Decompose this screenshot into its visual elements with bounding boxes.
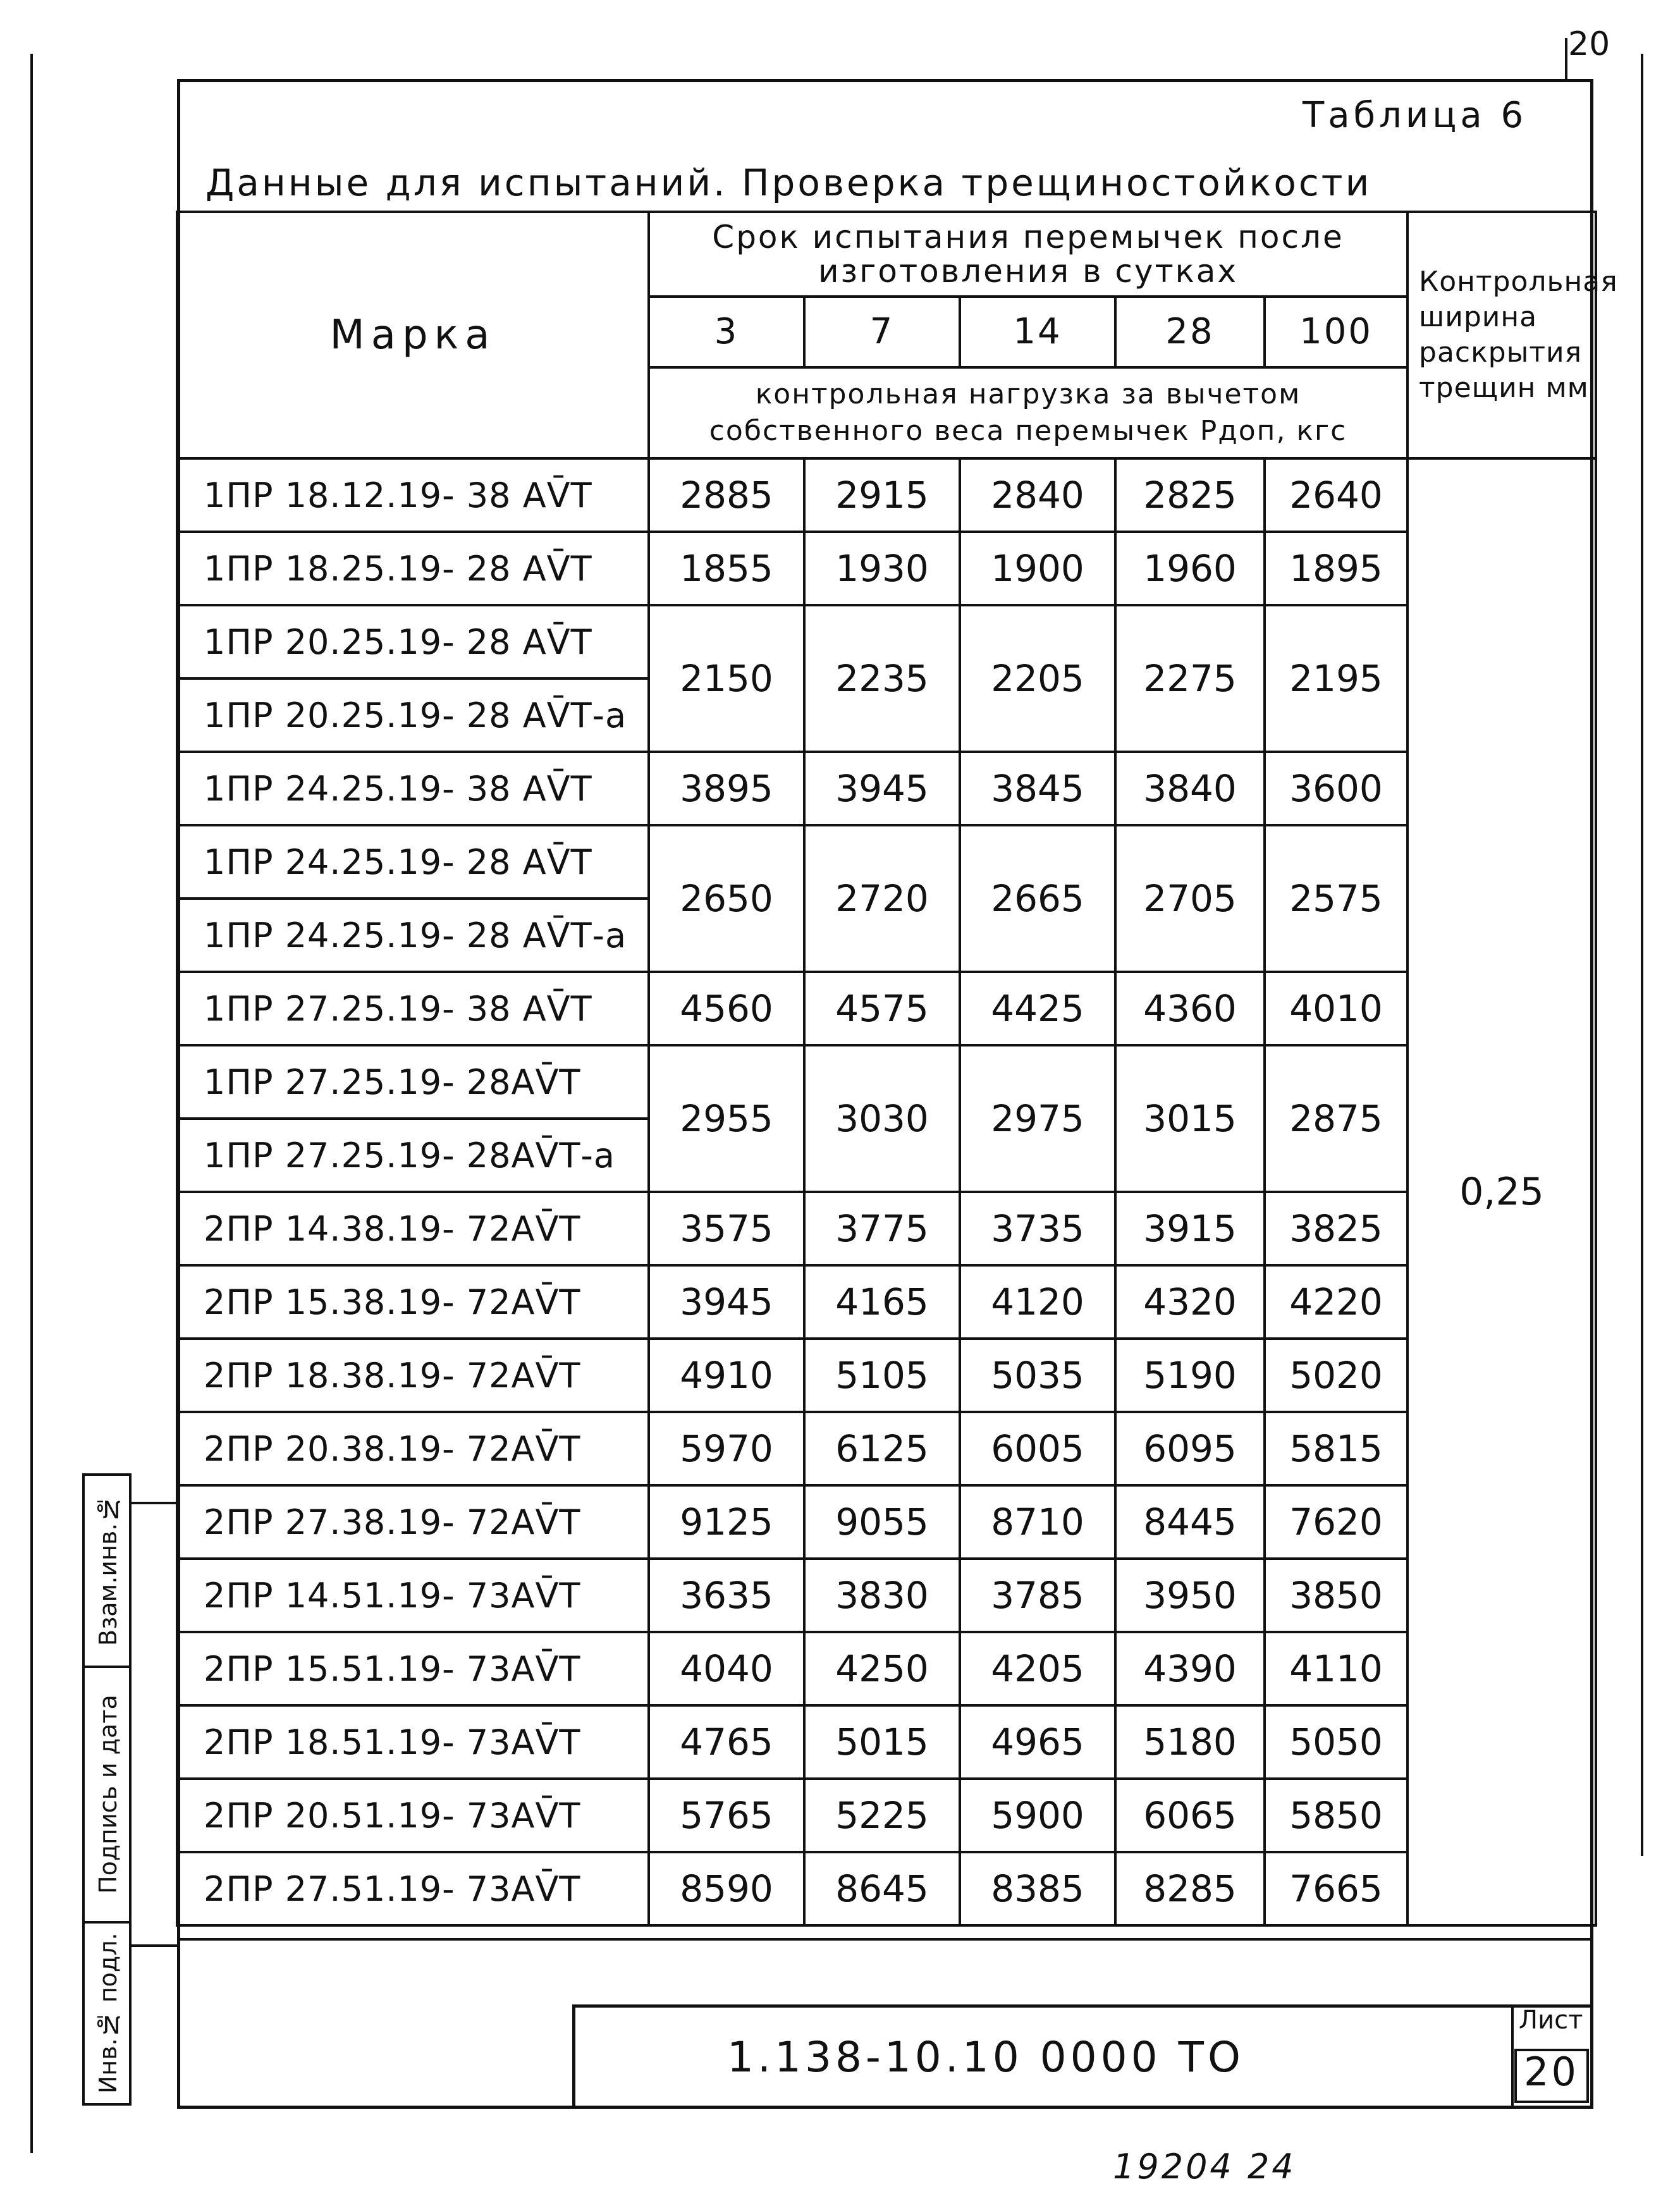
- table-row: [177, 752, 1596, 825]
- load-value-cell: 4010: [1265, 972, 1407, 1045]
- load-value-cell: 7620: [1265, 1485, 1407, 1559]
- load-value-cell: 3830: [804, 1559, 960, 1632]
- load-value-cell: 5035: [960, 1339, 1115, 1412]
- table-row: [177, 972, 1596, 1045]
- load-value-cell: 4425: [960, 972, 1115, 1045]
- load-value-cell: 2205: [960, 605, 1115, 752]
- mark-cell: 1ПР 24.25.19- 28 АV̄Т-а: [177, 899, 649, 972]
- load-value-cell: 4040: [649, 1632, 804, 1705]
- right-margin-line: [1641, 54, 1643, 1856]
- mark-cell: 2ПР 18.38.19- 72АV̄Т: [177, 1339, 649, 1412]
- mark-cell: 2ПР 14.38.19- 72АV̄Т: [177, 1192, 649, 1265]
- table-row: [177, 825, 1596, 899]
- mark-cell: 2ПР 15.38.19- 72АV̄Т: [177, 1265, 649, 1339]
- load-value-cell: 4320: [1115, 1265, 1265, 1339]
- header-test-term: Срок испытания перемычек после изготовления в сутках: [649, 212, 1407, 297]
- load-value-cell: 2720: [804, 825, 960, 972]
- table-row: [177, 1632, 1596, 1705]
- header-mark: Марка: [177, 212, 649, 458]
- load-value-cell: 3775: [804, 1192, 960, 1265]
- sheet-number: 20: [1524, 2049, 1579, 2095]
- load-value-cell: 5180: [1115, 1705, 1265, 1779]
- document-code: 1.138-10.10 0000 ТО: [727, 2033, 1244, 2082]
- load-value-cell: 5900: [960, 1779, 1115, 1852]
- table-row: [177, 1779, 1596, 1852]
- sheet-label: Лист: [1519, 2006, 1583, 2035]
- mark-cell: 1ПР 24.25.19- 38 АV̄Т: [177, 752, 649, 825]
- load-value-cell: 2575: [1265, 825, 1407, 972]
- title-block-separator: [177, 1938, 1593, 1941]
- mark-cell: 2ПР 27.51.19- 73АV̄Т: [177, 1852, 649, 1925]
- table-row: [177, 1485, 1596, 1559]
- load-value-cell: 3785: [960, 1559, 1115, 1632]
- table-row: [177, 1265, 1596, 1339]
- load-value-cell: 2915: [804, 458, 960, 532]
- table-row: [177, 532, 1596, 605]
- load-value-cell: 2150: [649, 605, 804, 752]
- load-value-cell: 5020: [1265, 1339, 1407, 1412]
- load-value-cell: 3945: [804, 752, 960, 825]
- stamp-tick: [132, 1944, 177, 1947]
- load-value-cell: 2705: [1115, 825, 1265, 972]
- load-value-cell: 5815: [1265, 1412, 1407, 1485]
- mark-cell: 2ПР 14.51.19- 73АV̄Т: [177, 1559, 649, 1632]
- load-value-cell: 5850: [1265, 1779, 1407, 1852]
- load-value-cell: 3735: [960, 1192, 1115, 1265]
- load-value-cell: 3950: [1115, 1559, 1265, 1632]
- load-value-cell: 3840: [1115, 752, 1265, 825]
- header-day: 14: [960, 297, 1115, 367]
- load-value-cell: 4910: [649, 1339, 804, 1412]
- side-stamp-column: [82, 1473, 132, 2106]
- load-value-cell: 5015: [804, 1705, 960, 1779]
- mark-cell: 1ПР 27.25.19- 38 АV̄Т: [177, 972, 649, 1045]
- load-value-cell: 3915: [1115, 1192, 1265, 1265]
- load-value-cell: 6125: [804, 1412, 960, 1485]
- load-value-cell: 2650: [649, 825, 804, 972]
- load-value-cell: 2955: [649, 1045, 804, 1192]
- header-day: 100: [1265, 297, 1407, 367]
- test-data-table: [176, 211, 1618, 1927]
- mark-cell: 1ПР 27.25.19- 28АV̄Т: [177, 1045, 649, 1119]
- table-row: [177, 1192, 1596, 1265]
- crack-width-value: 0,25: [1407, 458, 1596, 1925]
- load-value-cell: 3635: [649, 1559, 804, 1632]
- load-value-cell: 2195: [1265, 605, 1407, 752]
- table-row: [177, 605, 1596, 678]
- load-value-cell: 3600: [1265, 752, 1407, 825]
- load-value-cell: 7665: [1265, 1852, 1407, 1925]
- load-value-cell: 5970: [649, 1412, 804, 1485]
- mark-cell: 2ПР 15.51.19- 73АV̄Т: [177, 1632, 649, 1705]
- mark-cell: 1ПР 20.25.19- 28 АV̄Т: [177, 605, 649, 678]
- load-value-cell: 4120: [960, 1265, 1115, 1339]
- load-value-cell: 9055: [804, 1485, 960, 1559]
- table-row: [177, 1339, 1596, 1412]
- load-value-cell: 2665: [960, 825, 1115, 972]
- load-value-cell: 8285: [1115, 1852, 1265, 1925]
- header-day: 28: [1115, 297, 1265, 367]
- header-day: 3: [649, 297, 804, 367]
- header-day: 7: [804, 297, 960, 367]
- stamp-original-inv: Инв.№ подл.: [94, 1932, 122, 2094]
- bottom-handwritten-note: 19204 24: [1113, 2147, 1296, 2187]
- load-value-cell: 8445: [1115, 1485, 1265, 1559]
- load-value-cell: 5105: [804, 1339, 960, 1412]
- load-value-cell: 2975: [960, 1045, 1115, 1192]
- load-value-cell: 2275: [1115, 605, 1265, 752]
- load-value-cell: 8385: [960, 1852, 1115, 1925]
- load-value-cell: 8590: [649, 1852, 804, 1925]
- corner-page-number: 20: [1568, 25, 1610, 63]
- load-value-cell: 4765: [649, 1705, 804, 1779]
- load-value-cell: 8710: [960, 1485, 1115, 1559]
- load-value-cell: 2640: [1265, 458, 1407, 532]
- load-value-cell: 6095: [1115, 1412, 1265, 1485]
- table-row: [177, 1705, 1596, 1779]
- table-row: [177, 1412, 1596, 1485]
- load-value-cell: 6005: [960, 1412, 1115, 1485]
- mark-cell: 1ПР 24.25.19- 28 АV̄Т: [177, 825, 649, 899]
- load-value-cell: 4165: [804, 1265, 960, 1339]
- mark-cell: 1ПР 27.25.19- 28АV̄Т-а: [177, 1119, 649, 1192]
- load-value-cell: 3015: [1115, 1045, 1265, 1192]
- mark-cell: 1ПР 18.25.19- 28 АV̄Т: [177, 532, 649, 605]
- left-margin-line: [30, 54, 33, 2153]
- load-value-cell: 4390: [1115, 1632, 1265, 1705]
- mark-cell: 2ПР 27.38.19- 72АV̄Т: [177, 1485, 649, 1559]
- mark-cell: 2ПР 20.38.19- 72АV̄Т: [177, 1412, 649, 1485]
- load-value-cell: 3845: [960, 752, 1115, 825]
- mark-cell: 1ПР 20.25.19- 28 АV̄Т-а: [177, 678, 649, 752]
- load-value-cell: 3575: [649, 1192, 804, 1265]
- table-row: [177, 1045, 1596, 1119]
- table-row: [177, 1559, 1596, 1632]
- load-value-cell: 2885: [649, 458, 804, 532]
- load-value-cell: 5765: [649, 1779, 804, 1852]
- load-value-cell: 3895: [649, 752, 804, 825]
- load-value-cell: 4560: [649, 972, 804, 1045]
- load-value-cell: 2840: [960, 458, 1115, 532]
- table-row: [177, 1852, 1596, 1925]
- load-value-cell: 9125: [649, 1485, 804, 1559]
- stamp-signature-date: Подпись и дата: [94, 1695, 122, 1894]
- load-value-cell: 4250: [804, 1632, 960, 1705]
- load-value-cell: 4360: [1115, 972, 1265, 1045]
- load-value-cell: 1900: [960, 532, 1115, 605]
- table-row: [177, 458, 1596, 532]
- load-value-cell: 6065: [1115, 1779, 1265, 1852]
- stamp-tick: [132, 1502, 177, 1504]
- mark-cell: 1ПР 18.12.19- 38 АV̄Т: [177, 458, 649, 532]
- load-value-cell: 2825: [1115, 458, 1265, 532]
- mark-cell: 2ПР 20.51.19- 73АV̄Т: [177, 1779, 649, 1852]
- corner-tick: [1565, 38, 1567, 79]
- load-value-cell: 1855: [649, 532, 804, 605]
- load-value-cell: 5190: [1115, 1339, 1265, 1412]
- load-value-cell: 5225: [804, 1779, 960, 1852]
- load-value-cell: 3850: [1265, 1559, 1407, 1632]
- load-value-cell: 3825: [1265, 1192, 1407, 1265]
- table-caption: Таблица 6: [1303, 95, 1528, 136]
- table-title: Данные для испытаний. Проверка трещиностойкости: [205, 161, 1372, 204]
- header-control-load: контрольная нагрузка за вычетом собственного веса перемычек Рдоп, кгс: [649, 367, 1407, 458]
- stamp-replacement-inv: Взам.инв.№: [94, 1495, 122, 1647]
- load-value-cell: 1895: [1265, 532, 1407, 605]
- load-value-cell: 4575: [804, 972, 960, 1045]
- load-value-cell: 8645: [804, 1852, 960, 1925]
- load-value-cell: 2235: [804, 605, 960, 752]
- load-value-cell: 4965: [960, 1705, 1115, 1779]
- load-value-cell: 4220: [1265, 1265, 1407, 1339]
- header-crack-width: Контрольная ширина раскрытия трещин мм: [1407, 212, 1596, 458]
- load-value-cell: 1930: [804, 532, 960, 605]
- load-value-cell: 4205: [960, 1632, 1115, 1705]
- load-value-cell: 3030: [804, 1045, 960, 1192]
- load-value-cell: 1960: [1115, 532, 1265, 605]
- load-value-cell: 5050: [1265, 1705, 1407, 1779]
- mark-cell: 2ПР 18.51.19- 73АV̄Т: [177, 1705, 649, 1779]
- load-value-cell: 3945: [649, 1265, 804, 1339]
- load-value-cell: 2875: [1265, 1045, 1407, 1192]
- load-value-cell: 4110: [1265, 1632, 1407, 1705]
